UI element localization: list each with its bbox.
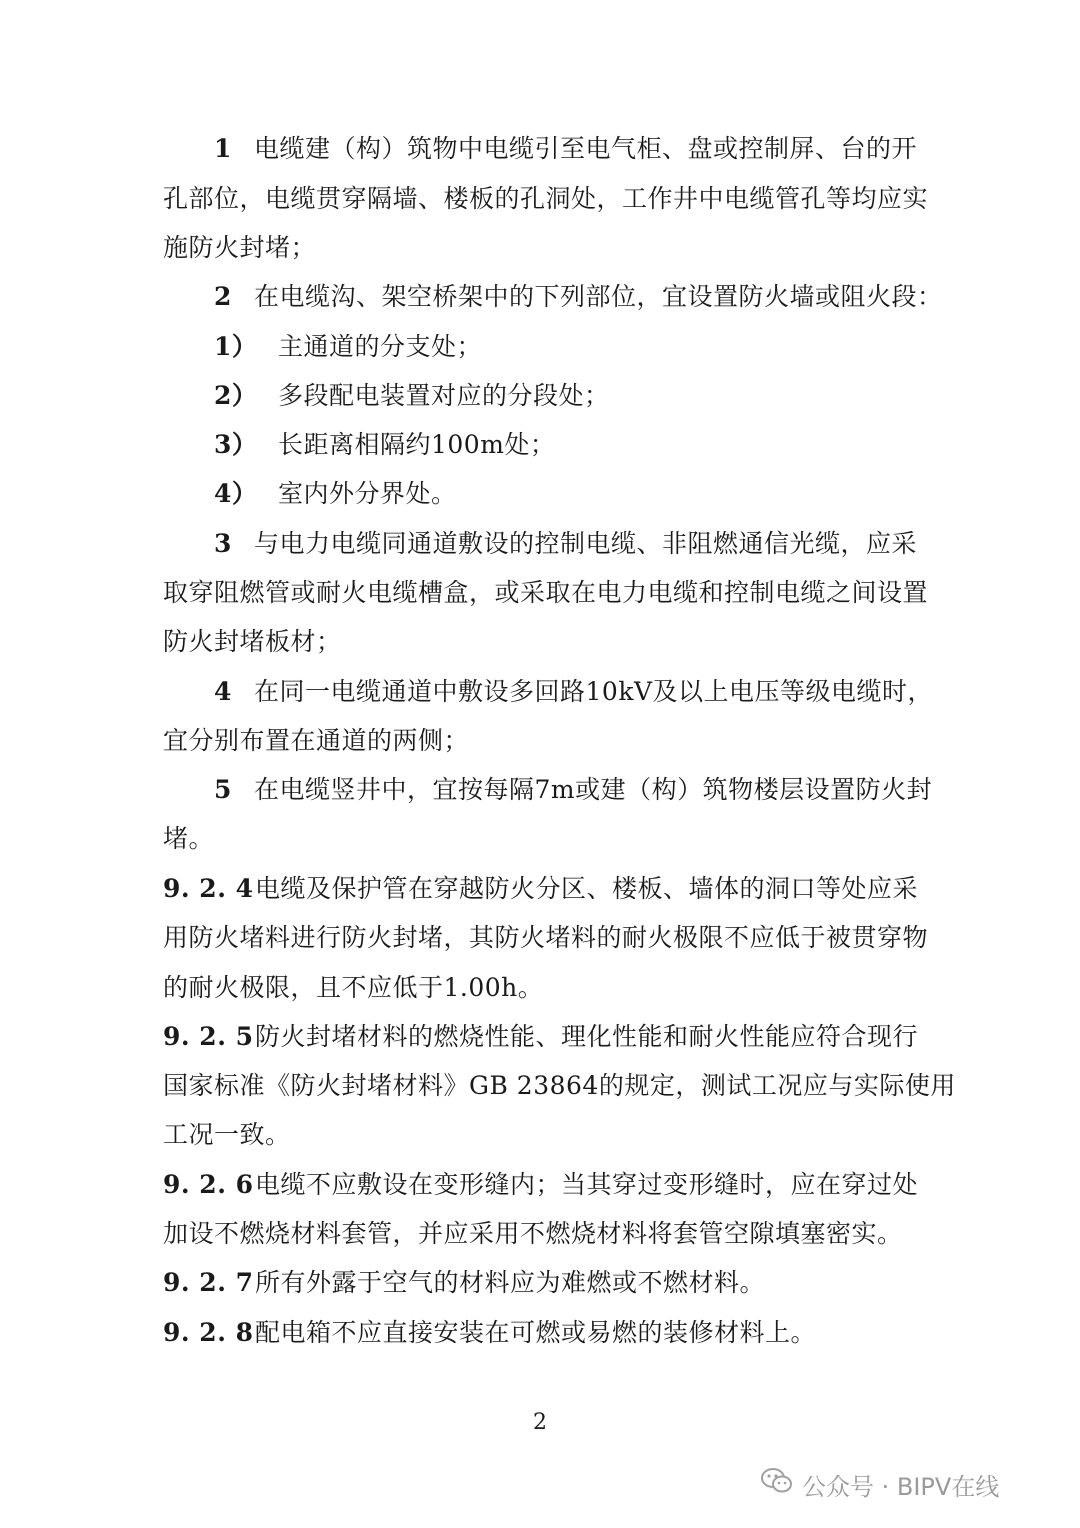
section-9-2-4-number: 9. 2. 4 xyxy=(163,874,254,903)
item-3-line-3: 防火封堵板材； xyxy=(163,627,342,656)
subitem-2-number: 2） xyxy=(214,381,258,410)
subitem-2-text: 多段配电装置对应的分段处； xyxy=(278,381,610,410)
section-9-2-6-line-1: 电缆不应敷设在变形缝内；当其穿过变形缝时，应在穿过处 xyxy=(255,1170,919,1199)
item-5-line-2: 堵。 xyxy=(163,824,215,853)
section-9-2-6-line-2: 加设不燃烧材料套管，并应采用不燃烧材料将套管空隙填塞密实。 xyxy=(163,1219,903,1248)
subitem-3-text: 长距离相隔约100m处； xyxy=(278,430,556,459)
subitem-1-number: 1） xyxy=(214,332,258,361)
section-9-2-8-line-1: 配电箱不应直接安装在可燃或易燃的装修材料上。 xyxy=(255,1318,817,1347)
page-number: 2 xyxy=(533,1410,547,1435)
subitem-4-text: 室内外分界处。 xyxy=(278,479,457,508)
section-9-2-4-line-3: 的耐火极限，且不应低于1.00h。 xyxy=(163,973,544,1002)
item-1-number: 1 xyxy=(214,134,232,163)
item-3-line-1: 与电力电缆同通道敷设的控制电缆、非阻燃通信光缆，应采 xyxy=(254,529,918,558)
section-9-2-5-line-1: 防火封堵材料的燃烧性能、理化性能和耐火性能应符合现行 xyxy=(255,1022,919,1051)
item-4-line-1: 在同一电缆通道中敷设多回路10kV及以上电压等级电缆时， xyxy=(254,677,934,706)
subitem-1-text: 主通道的分支处； xyxy=(278,332,483,361)
section-9-2-5-number: 9. 2. 5 xyxy=(163,1022,254,1051)
item-2-line-1: 在电缆沟、架空桥架中的下列部位，宜设置防火墙或阻火段： xyxy=(254,282,943,311)
wechat-icon xyxy=(760,1466,802,1502)
item-5-line-1: 在电缆竖井中，宜按每隔7m或建（构）筑物楼层设置防火封 xyxy=(254,775,933,804)
item-2-number: 2 xyxy=(214,282,232,311)
section-9-2-4-line-2: 用防火堵料进行防火封堵，其防火堵料的耐火极限不应低于被贯穿物 xyxy=(163,923,929,952)
watermark-text: 公众号 · BIPV在线 xyxy=(802,1472,1000,1501)
section-9-2-7-line-1: 所有外露于空气的材料应为难燃或不燃材料。 xyxy=(255,1268,766,1297)
section-9-2-6-number: 9. 2. 6 xyxy=(163,1170,254,1199)
section-9-2-8-number: 9. 2. 8 xyxy=(163,1318,254,1347)
item-4-number: 4 xyxy=(214,677,232,706)
item-3-line-2: 取穿阻燃管或耐火电缆槽盒，或采取在电力电缆和控制电缆之间设置 xyxy=(163,578,929,607)
watermark xyxy=(760,1464,999,1504)
section-9-2-5-line-2: 国家标准《防火封堵材料》GB 23864的规定，测试工况应与实际使用 xyxy=(163,1071,956,1100)
item-1-line-2: 孔部位，电缆贯穿隔墙、楼板的孔洞处，工作井中电缆管孔等均应实 xyxy=(163,184,929,213)
subitem-3-number: 3） xyxy=(214,430,258,459)
item-3-number: 3 xyxy=(214,529,232,558)
section-9-2-7-number: 9. 2. 7 xyxy=(163,1268,254,1297)
item-1-line-3: 施防火封堵； xyxy=(163,233,317,262)
section-9-2-5-line-3: 工况一致。 xyxy=(163,1120,291,1149)
section-9-2-4-line-1: 电缆及保护管在穿越防火分区、楼板、墙体的洞口等处应采 xyxy=(255,874,919,903)
item-5-number: 5 xyxy=(214,775,232,804)
subitem-4-number: 4） xyxy=(214,479,258,508)
item-4-line-2: 宜分别布置在通道的两侧； xyxy=(163,726,470,755)
item-1-line-1: 电缆建（构）筑物中电缆引至电气柜、盘或控制屏、台的开 xyxy=(254,134,918,163)
